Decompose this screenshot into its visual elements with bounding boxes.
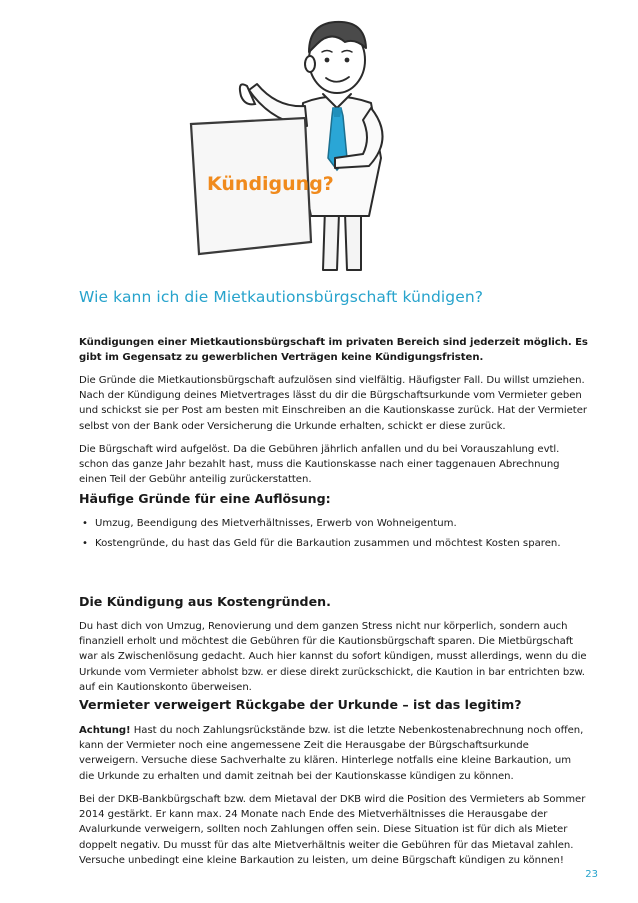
page-number: 23	[585, 869, 598, 880]
paragraph-dissolution: Die Bürgschaft wird aufgelöst. Da die Gebühren jährlich anfallen und du bei Vorauszahlung evtl. schon das ganze Jahr bezahlt hast, muss die Kautionskasse nach einer taggenauen Abrechnung einen Teil der Gebühr anteilig zurückerstatten.	[79, 444, 560, 486]
intro-paragraph: Kündigungen einer Mietkautionsbürgschaft im privaten Bereich sind jederzeit möglich. Es gibt im Gegensatz zu gewerblichen Verträgen keine Kündigungsfristen.	[79, 337, 588, 364]
section-title-cost: Die Kündigung aus Kostengründen.	[79, 594, 331, 609]
list-item: • Kostengründe, du hast das Geld für die Barkaution zusammen und möchtest Kosten sparen.	[79, 538, 589, 549]
page-heading: Wie kann ich die Mietkautionsbürgschaft kündigen?	[79, 288, 484, 306]
reasons-list	[79, 518, 589, 549]
paragraph-dkb: Bei der DKB-Bankbürgschaft bzw. dem Mietaval der DKB wird die Position des Vermieters ab Sommer 2014 gestärkt. Er kann max. 24 Monate nach Ende des Mietverhältnisses die Herausgabe der Avalurkunde verweigern, sollten noch Zahlungen offen sein. Diese Situation ist für dich als Mieter doppelt negativ. Du musst für das alte Mietverhältnis weiter die Gebühren für das Mietaval zahlen. Versuche unbedingt eine kleine Barkaution zu leisten, um deine Bürgschaft kündigen zu können!	[79, 794, 586, 866]
sign-text: Kündigung?	[207, 173, 334, 195]
section-title-refusal: Vermieter verweigert Rückgabe der Urkunde – ist das legitim?	[79, 697, 522, 712]
achtung-label: Achtung!	[79, 725, 131, 736]
kuendigung-illustration	[185, 8, 435, 276]
section-title-reasons: Häufige Gründe für eine Auflösung:	[79, 491, 331, 506]
paragraph-reasons: Die Gründe die Mietkautionsbürgschaft aufzulösen sind vielfältig. Häufigster Fall. Du willst umziehen. Nach der Kündigung deines Mietvertrages lässt du dir die Bürgschaftsurkunde vom Vermieter geben und schickst sie per Post am besten mit Einschreiben an die Kautionskasse zurück. Hat der Vermieter selbst von der Bank oder Versicherung die Urkunde erhalten, schickt er diese zurück.	[79, 375, 587, 432]
paragraph-achtung	[79, 723, 589, 784]
achtung-text: Hast du noch Zahlungsrückstände bzw. ist die letzte Nebenkostenabrechnung noch offen, kann der Vermieter noch eine angemessene Zeit die Herausgabe der Bürgschaftsurkunde verweigern. Versuche diese Sachverhalte zu klären. Hinterlege notfalls eine kleine Barkaution, um die Urkunde zu erhalten und damit zeitnah bei der Kautionskasse kündigen zu können.	[79, 725, 584, 782]
paragraph-cost: Du hast dich von Umzug, Renovierung und dem ganzen Stress nicht nur körperlich, sondern auch finanziell erholt und möchtest die Gebühren für die Kautionsbürgschaft sparen. Die Mietbürgschaft war als Zwischenlösung gedacht. Auch hier kannst du sofort kündigen, musst allerdings, wenn du die Urkunde vom Vermieter abholst bzw. er diese direkt zurückschickt, die Kaution in bar entrichten bzw. auf ein Kautionskonto überweisen.	[79, 621, 587, 693]
list-item: • Umzug, Beendigung des Mietverhältnisses, Erwerb von Wohneigentum.	[79, 518, 589, 529]
